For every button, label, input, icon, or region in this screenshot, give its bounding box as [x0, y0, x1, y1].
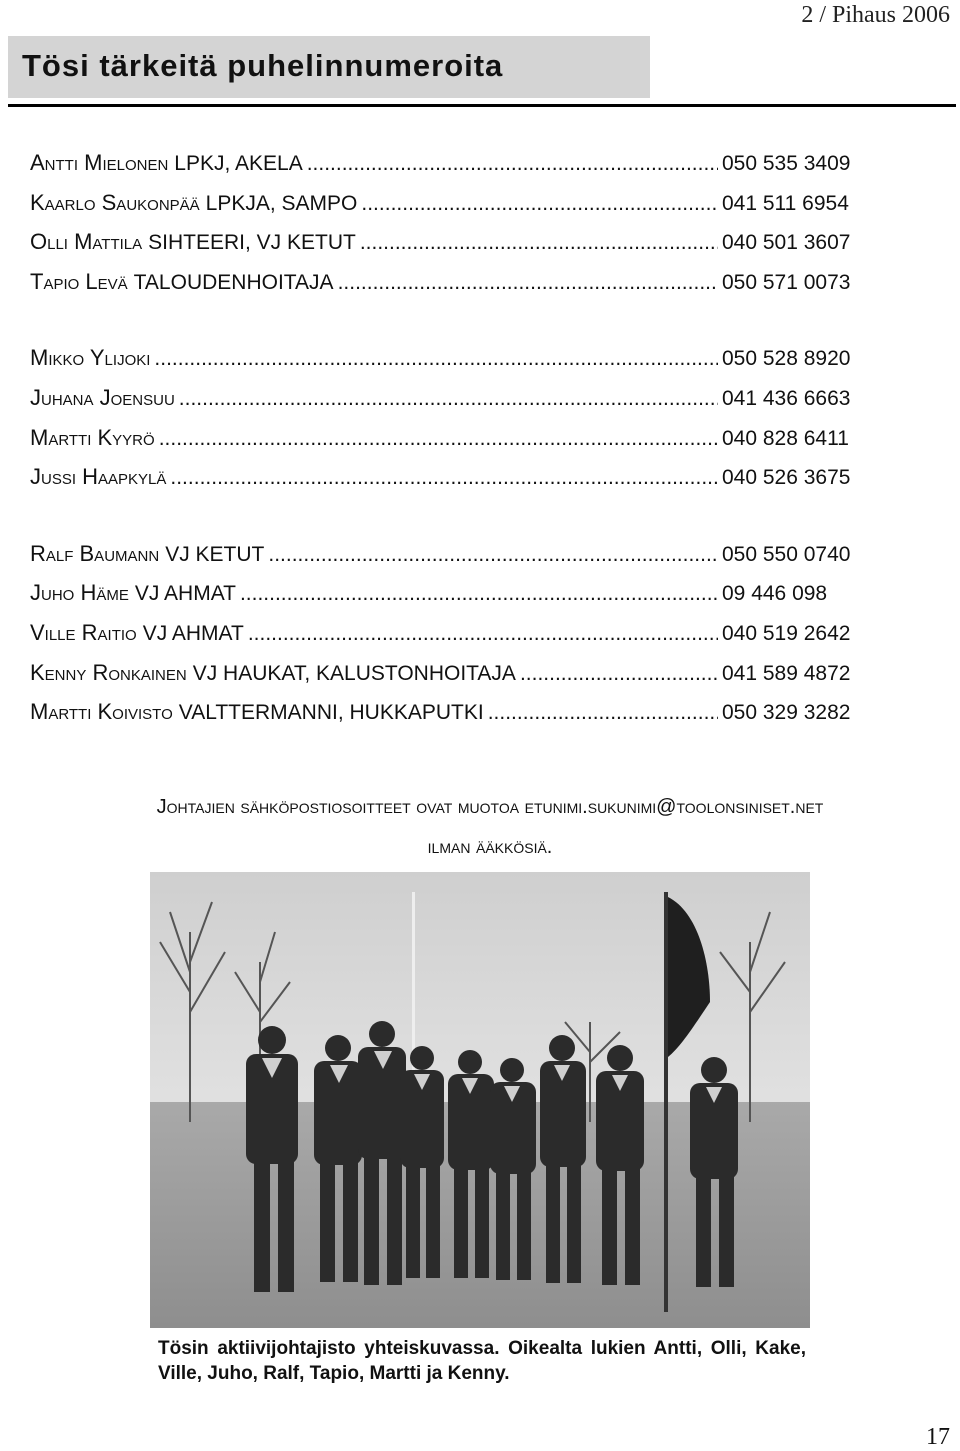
contact-row: [30, 385, 870, 425]
contact-group: [30, 345, 870, 503]
contact-name: Kaarlo Saukonpää: [30, 189, 200, 215]
contact-phone[interactable]: 09 446 098: [722, 582, 828, 606]
dot-leader: [248, 622, 718, 646]
contact-phone[interactable]: 041 511 6954: [722, 191, 849, 215]
contact-role: VJ AHMAT: [142, 621, 244, 645]
page-number: 17: [926, 1424, 950, 1450]
contact-name: Tapio Levä: [30, 268, 128, 294]
contact-phone[interactable]: 050 528 8920: [722, 347, 851, 371]
contact-list: [30, 150, 870, 776]
contact-row: [30, 150, 870, 190]
contact-name: Mikko Ylijoki: [30, 345, 151, 371]
contact-phone[interactable]: 050 329 3282: [722, 701, 851, 725]
contact-role: VJ AHMAT: [134, 582, 236, 606]
contact-row: [30, 541, 870, 581]
dot-leader: [360, 231, 718, 255]
contact-role: TALOUDENHOITAJA: [133, 270, 334, 294]
title-rule: [8, 104, 956, 107]
contact-name: Martti Koivisto: [30, 699, 173, 725]
dot-leader: [268, 543, 718, 567]
dot-leader: [240, 582, 718, 606]
contact-phone[interactable]: 050 571 0073: [722, 270, 851, 294]
contact-row: [30, 580, 870, 620]
contact-group: [30, 150, 870, 308]
contact-role: SIHTEERI, VJ KETUT: [148, 231, 356, 255]
contact-row: [30, 425, 870, 465]
contact-row: [30, 620, 870, 660]
contact-name: Juho Häme: [30, 580, 129, 606]
contact-role: VJ KETUT: [165, 542, 265, 566]
contact-phone[interactable]: 050 535 3409: [722, 152, 851, 175]
dot-leader: [338, 271, 718, 295]
email-format-note: Johtajien sähköpostiosoitteet ovat muotoa etunimi.sukunimi@toolonsiniset.net: [156, 796, 824, 818]
dot-leader: [361, 192, 718, 216]
contact-phone[interactable]: 041 589 4872: [722, 661, 851, 685]
page-title: Tösi tärkeitä puhelinnumeroita: [22, 48, 504, 83]
contact-phone[interactable]: 040 501 3607: [722, 231, 851, 255]
contact-group: [30, 541, 870, 739]
contact-name: Ralf Baumann: [30, 540, 160, 566]
contact-role: LPKJA, SAMPO: [205, 191, 358, 215]
group-photo: [150, 872, 810, 1328]
dot-leader: [307, 152, 718, 176]
contact-phone[interactable]: 040 526 3675: [722, 466, 851, 490]
contact-row: [30, 699, 870, 739]
contact-row: [30, 190, 870, 230]
contact-name: Kenny Ronkainen: [30, 659, 187, 685]
contact-name: Jussi Haapkylä: [30, 464, 167, 490]
email-format-note-continued: ilman ääkkösiä.: [427, 836, 553, 858]
contact-row: [30, 269, 870, 309]
contact-row: [30, 229, 870, 269]
contact-name: Antti Mielonen: [30, 150, 169, 175]
dot-leader: [159, 427, 718, 451]
contact-name: Ville Raitio: [30, 619, 137, 645]
contact-role: LPKJ, AKELA: [174, 152, 303, 175]
contact-phone[interactable]: 040 828 6411: [722, 426, 849, 450]
dot-leader: [154, 347, 718, 371]
contact-row: [30, 464, 870, 504]
contact-role: VJ HAUKAT, KALUSTONHOITAJA: [192, 661, 516, 685]
dot-leader: [488, 701, 718, 725]
photo-caption: Tösin aktiivijohtajisto yhteiskuvassa. Oikealta lukien Antti, Olli, Kake, Ville, Juho, Ralf, Tapio, Martti ja Kenny.: [158, 1338, 806, 1384]
issue-label: 2 / Pihaus 2006: [801, 2, 950, 28]
dot-leader: [170, 466, 718, 490]
dot-leader: [179, 387, 718, 411]
title-box: [8, 36, 650, 98]
contact-phone[interactable]: 050 550 0740: [722, 542, 851, 566]
contact-name: Martti Kyyrö: [30, 424, 155, 450]
contact-role: VALTTERMANNI, HUKKAPUTKI: [178, 701, 484, 725]
contact-row: [30, 660, 870, 700]
contact-phone[interactable]: 041 436 6663: [722, 386, 851, 410]
dot-leader: [520, 662, 718, 686]
contact-phone[interactable]: 040 519 2642: [722, 621, 851, 645]
contact-name: Olli Mattila: [30, 229, 143, 255]
contact-name: Juhana Joensuu: [30, 384, 175, 410]
contact-row: [30, 345, 870, 385]
